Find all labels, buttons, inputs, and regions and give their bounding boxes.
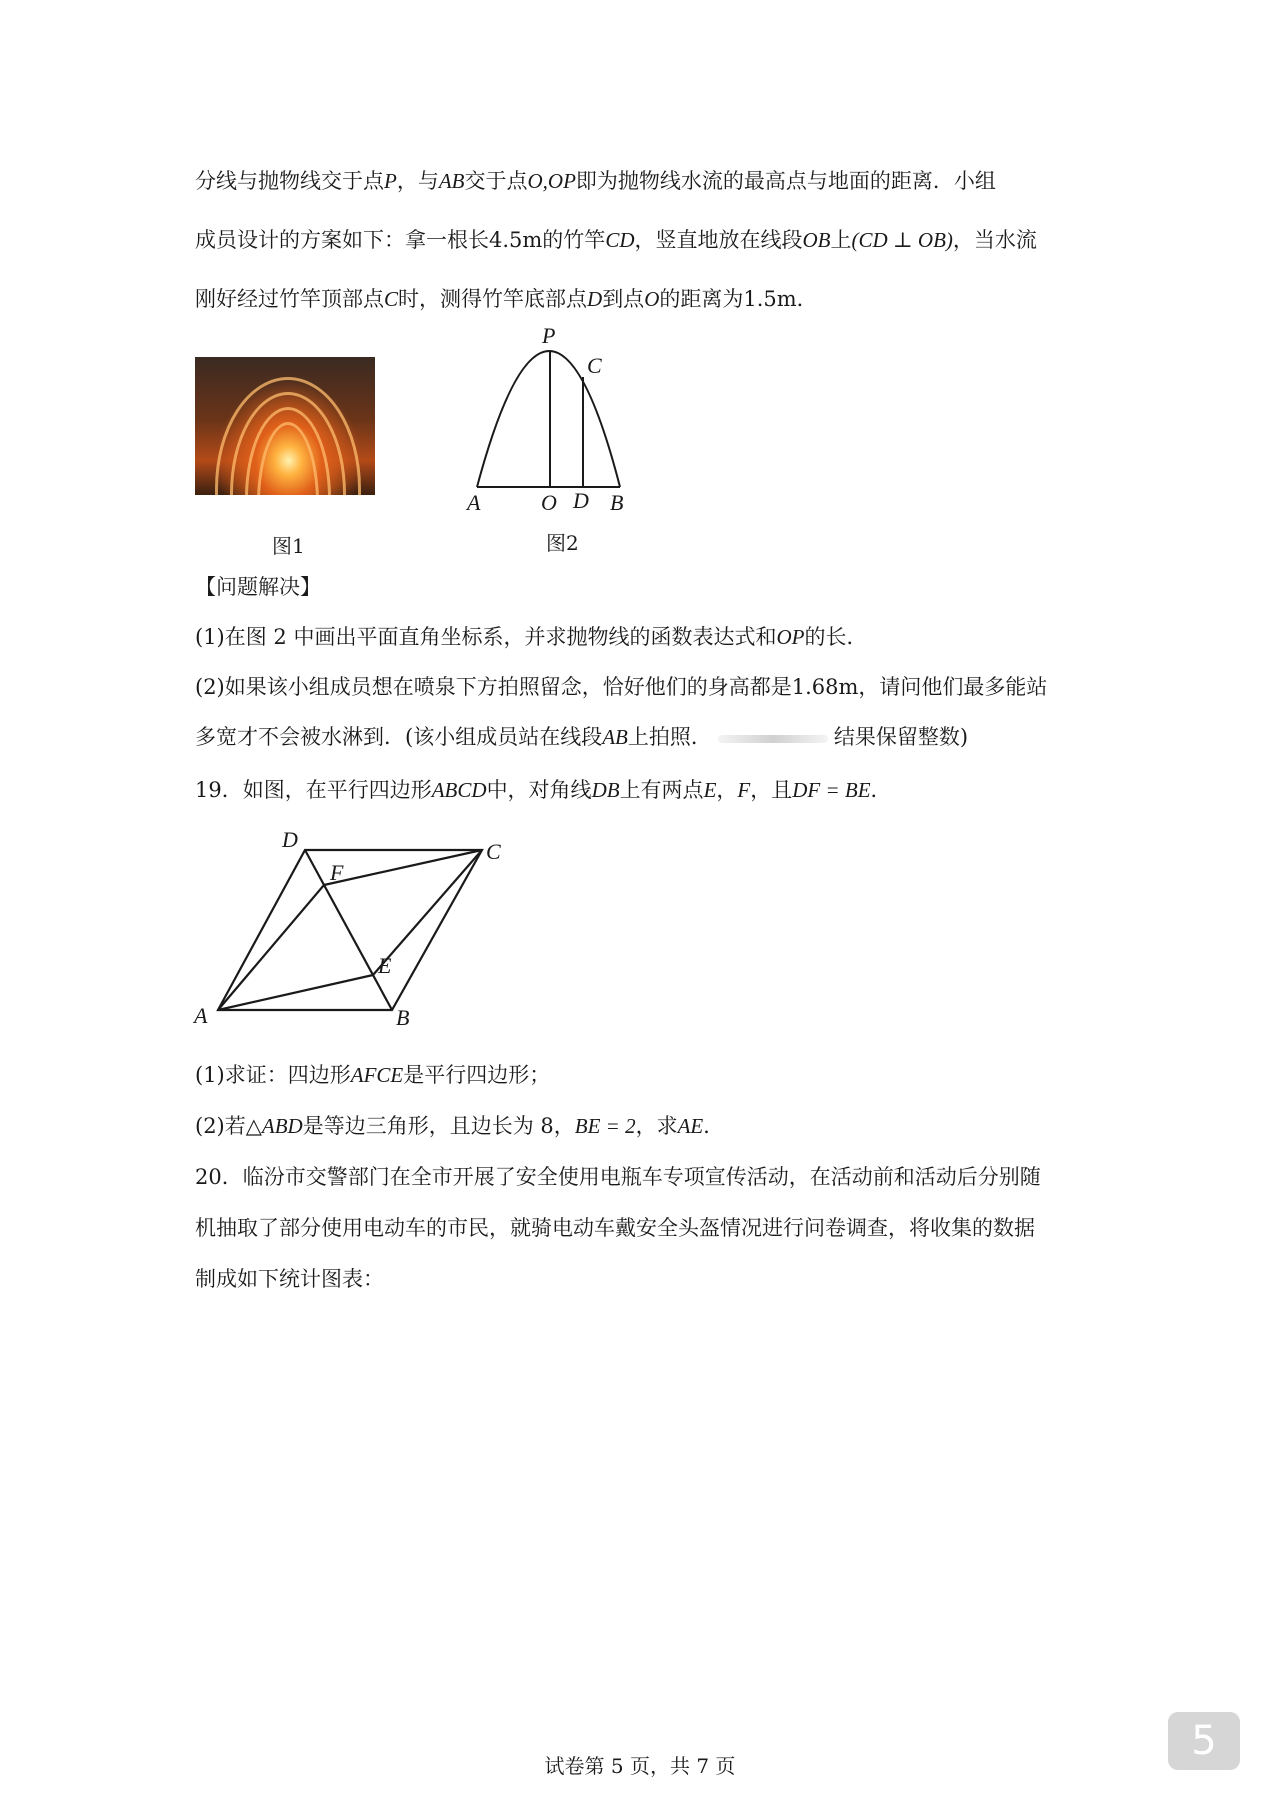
var-abcd: ABCD [431, 778, 487, 802]
text: ，当水流 [952, 228, 1037, 252]
text: 到点 [602, 287, 645, 311]
fig2-caption: 图2 [546, 531, 579, 555]
var-f: F [737, 778, 751, 802]
label-c: C [587, 353, 602, 378]
text: ，求 [635, 1114, 678, 1138]
fountain-photo [195, 357, 375, 495]
var-cd-perp-ob: (CD ⊥ OB) [851, 228, 953, 252]
text: (1)求证：四边形 [195, 1063, 351, 1087]
text: ，与 [396, 169, 439, 193]
text: 是等边三角形，且边长为 8， [302, 1114, 575, 1138]
problem20-line3: 制成如下统计图表： [195, 1267, 384, 1291]
problem18-q2-cont [195, 722, 1095, 752]
label-f: F [330, 860, 344, 885]
text: 19．如图，在平行四边形 [195, 778, 432, 802]
var-o-op: O,OP [527, 169, 576, 193]
problem18-q1 [195, 622, 1095, 652]
label-d: D [573, 488, 589, 513]
label-e: E [378, 953, 392, 978]
parabola-figure [455, 325, 655, 515]
diagonal-db [305, 850, 392, 1010]
text: 中，对角线 [486, 778, 592, 802]
var-op: OP [776, 625, 805, 649]
eq-df-be: DF = BE [792, 778, 871, 802]
var-ae: AE [677, 1114, 704, 1138]
problem19-stem [195, 775, 1095, 805]
text: 上有两点 [619, 778, 704, 802]
label-c: C [486, 839, 501, 864]
var-cd: CD [605, 228, 635, 252]
var-db: DB [591, 778, 620, 802]
text: ， [716, 778, 738, 802]
eq-be: BE = 2 [574, 1114, 636, 1138]
text: 多宽才不会被水淋到．(该小组成员站在线段 [195, 725, 603, 749]
text: (2)若△ [195, 1114, 262, 1138]
page-footer: 试卷第 5 页，共 7 页 [544, 1754, 736, 1778]
label-a: A [194, 1003, 208, 1028]
text: 上 [830, 228, 852, 252]
label-a: A [467, 490, 481, 515]
label-p: P [542, 325, 556, 348]
text: ，竖直地放在线段 [634, 228, 803, 252]
problem19-q1 [195, 1060, 1095, 1090]
label-o: O [541, 490, 557, 515]
var-afce: AFCE [350, 1063, 404, 1087]
label-b: B [396, 1005, 410, 1030]
text: 刚好经过竹竿顶部点 [195, 287, 384, 311]
text: 成员设计的方案如下：拿一根长4.5m的竹竿 [195, 228, 606, 252]
var-p: P [384, 169, 397, 193]
var-abd: ABD [261, 1114, 303, 1138]
text: 交于点 [464, 169, 528, 193]
var-ab: AB [602, 725, 628, 749]
fig1-caption: 图1 [272, 534, 305, 558]
segment-ea [218, 975, 373, 1010]
text: 是平行四边形； [403, 1063, 551, 1087]
problem20-line2: 机抽取了部分使用电动车的市民，就骑电动车戴安全头盔情况进行问卷调查，将收集的数据 [195, 1216, 1035, 1240]
text: ． [703, 1114, 725, 1138]
segment-fc [324, 850, 482, 885]
page-number-badge[interactable]: 5 [1168, 1712, 1240, 1770]
problem18-line2 [195, 225, 1095, 255]
text: 时，测得竹竿底部点 [398, 287, 588, 311]
problem18-line3 [195, 284, 1095, 314]
var-e: E [703, 778, 717, 802]
text: 即为抛物线水流的最高点与地面的距离．小组 [575, 169, 996, 193]
var-ob: OB [802, 228, 831, 252]
label-d: D [282, 827, 298, 852]
problem18-line1 [195, 166, 1095, 196]
section-title: 【问题解决】 [195, 575, 321, 599]
problem20-line1: 20．临汾市交警部门在全市开展了安全使用电瓶车专项宣传活动，在活动前和活动后分别随 [195, 1165, 1041, 1189]
text: 上拍照． [627, 725, 712, 749]
segment-af [218, 885, 324, 1010]
text: (1)在图 2 中画出平面直角坐标系，并求抛物线的函数表达式和 [195, 625, 777, 649]
parallelogram-figure [190, 825, 520, 1035]
scan-smudge [718, 735, 828, 743]
problem19-q2 [195, 1111, 1095, 1141]
label-b: B [610, 490, 624, 515]
text: 结果保留整数) [833, 725, 969, 749]
var-o: O [644, 287, 660, 311]
var-c: C [384, 287, 399, 311]
var-d: D [587, 287, 603, 311]
text: ． [870, 778, 892, 802]
text: 的长． [804, 625, 868, 649]
parallelogram-abcd [218, 850, 482, 1010]
var-ab: AB [438, 169, 465, 193]
text: 分线与抛物线交于点 [195, 169, 384, 193]
text: ，且 [750, 778, 793, 802]
text: 的距离为1.5m． [659, 287, 818, 311]
problem18-q2: (2)如果该小组成员想在喷泉下方拍照留念，恰好他们的身高都是1.68m，请问他们最多能站 [195, 675, 1048, 699]
